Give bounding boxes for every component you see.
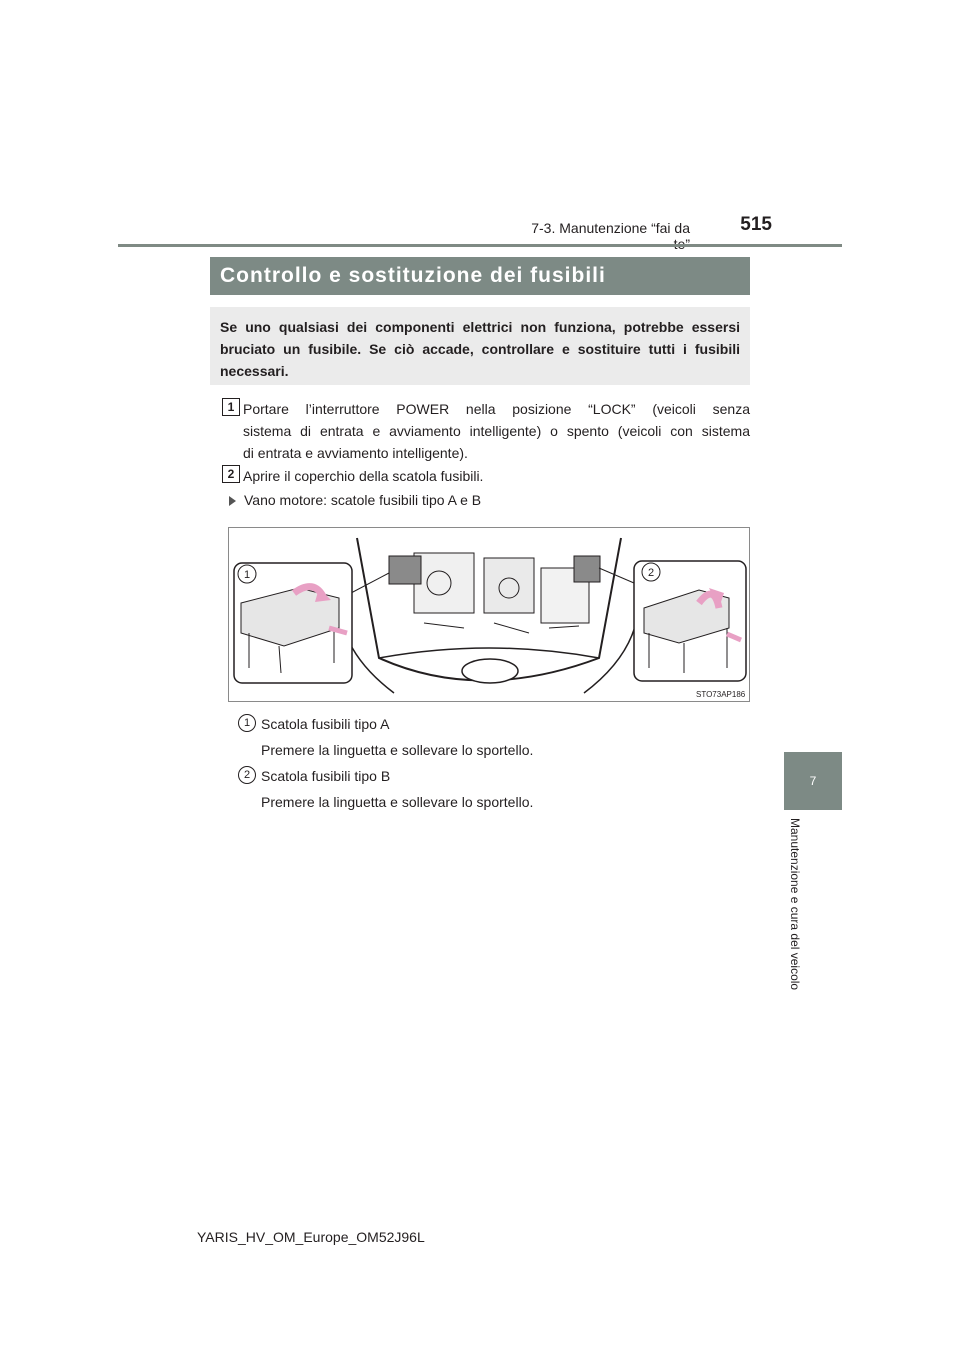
- intro-text: Se uno qualsiasi dei componenti elettrici non funziona, potrebbe essersi bruciato un fusibile. Se ciò accade, controllare e sostituire tutti i fusibili necessari.: [220, 319, 740, 379]
- chapter-title: Manutenzione e cura del veicolo: [788, 818, 802, 991]
- legend-number-1: 1: [238, 714, 256, 732]
- legend-number-2: 2: [238, 766, 256, 784]
- intro-box: [210, 307, 750, 385]
- legend-desc-1: Premere la linguetta e sollevare lo sportello.: [261, 742, 534, 758]
- step-badge-1: 1: [222, 398, 240, 416]
- callout-2-label: 2: [647, 567, 655, 579]
- step-1-line: Portare l’interruttore POWER nella posizione “LOCK” (veicoli senza: [243, 401, 750, 417]
- chapter-tab[interactable]: 7: [784, 752, 842, 810]
- step-2-line: Aprire il coperchio della scatola fusibili.: [243, 468, 484, 484]
- bullet-text: Vano motore: scatole fusibili tipo A e B: [244, 492, 482, 508]
- chapter-label: [784, 818, 814, 1008]
- header-divider: [118, 244, 842, 247]
- legend-desc-2: Premere la linguetta e sollevare lo sportello.: [261, 794, 534, 810]
- figure-code: STO73AP186: [696, 690, 746, 699]
- bullet-item: [229, 492, 481, 508]
- triangle-bullet-icon: [229, 496, 236, 506]
- step-1-line: di entrata e avviamento intelligente).: [243, 445, 468, 461]
- callout-1-label: 1: [243, 569, 251, 581]
- legend-title-1: Scatola fusibili tipo A: [261, 716, 390, 732]
- engine-bay-illustration: [229, 528, 749, 701]
- section-header: 7-3. Manutenzione “fai da: [531, 220, 690, 236]
- engine-bay-figure: [228, 527, 750, 702]
- step-2-text: [243, 465, 750, 487]
- document-code-footer: YARIS_HV_OM_Europe_OM52J96L: [197, 1229, 425, 1245]
- step-1-line: sistema di entrata e avviamento intelligente) o spento (veicoli con sistema: [243, 423, 750, 439]
- legend-title-2: Scatola fusibili tipo B: [261, 768, 391, 784]
- step-1-text: [243, 398, 750, 464]
- page-number: 515: [740, 214, 772, 235]
- section-title: Controllo e sostituzione dei fusibili: [210, 257, 750, 295]
- step-badge-2: 2: [222, 465, 240, 483]
